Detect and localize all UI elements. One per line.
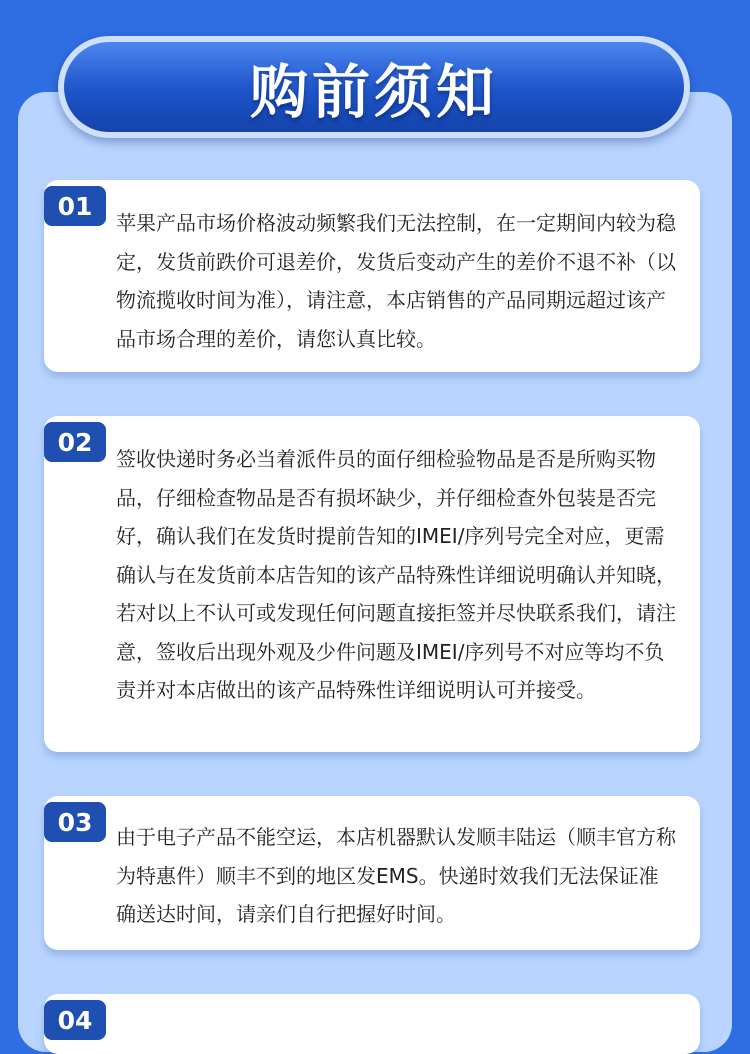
notice-text: 苹果产品市场价格波动频繁我们无法控制，在一定期间内较为稳定，发货前跌价可退差价，发货后变动产生的差价不退不补（以物流揽收时间为准），请注意，本店销售的产品同期远超过该产品市场合理的差价，请您认真比较。 [116,211,676,351]
notice-number-badge: 04 [44,1000,106,1040]
notice-card-02 [44,416,700,752]
title-banner-inner [64,42,684,132]
page-title: 购前须知 [249,58,498,126]
notice-number-badge: 01 [44,186,106,226]
notice-number-badge: 02 [44,422,106,462]
notice-number-badge: 03 [44,802,106,842]
notice-card-01 [44,180,700,372]
notice-card-04 [44,994,700,1054]
notice-text: 由于电子产品不能空运，本店机器默认发顺丰陆运（顺丰官方称为特惠件）顺丰不到的地区发EMS。快递时效我们无法保证准确送达时间，请亲们自行把握好时间。 [116,825,676,926]
notice-card-03 [44,796,700,950]
notice-text: 签收快递时务必当着派件员的面仔细检验物品是否是所购买物品，仔细检查物品是否有损坏缺少，并仔细检查外包装是否完好，确认我们在发货时提前告知的IMEI/序列号完全对应，更需确认与在发货前本店告知的该产品特殊性详细说明确认并知晓，若对以上不认可或发现任何问题直接拒签并尽快联系我们，请注意，签收后出现外观及少件问题及IMEI/序列号不对应等均不负责并对本店做出的该产品特殊性详细说明认可并接受。 [116,447,676,702]
title-banner [58,36,690,138]
